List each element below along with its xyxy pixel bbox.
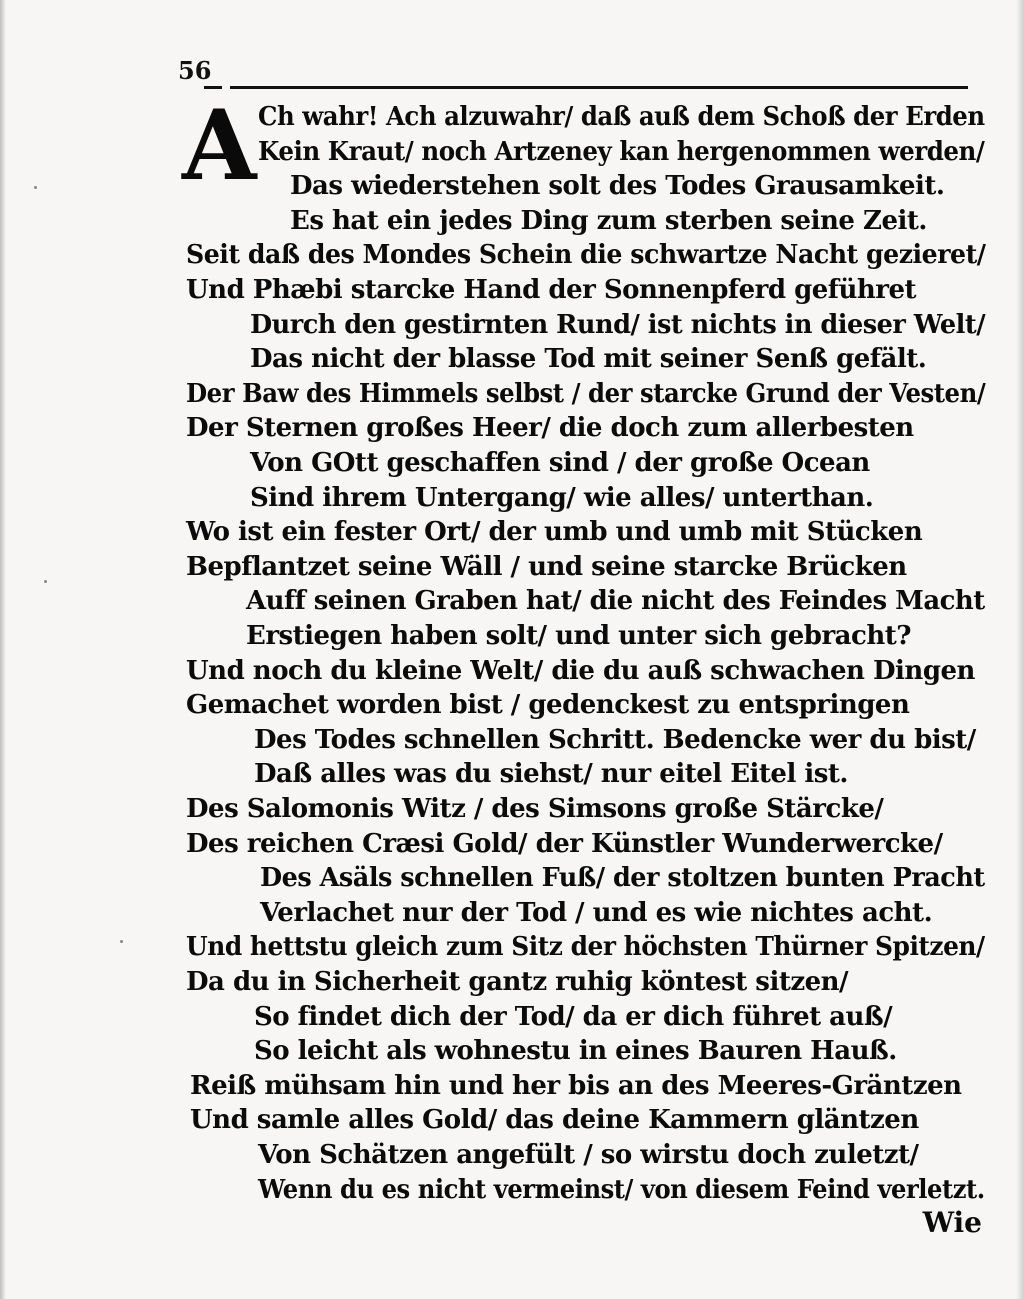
poem-line: Und hettstu gleich zum Sitz der höchsten Thürner Spitzen/ [186,932,985,963]
poem-line: Das wiederstehen solt des Todes Grausamkeit. [290,171,945,202]
poem-line: Durch den gestirnten Rund/ ist nichts in dieser Welt/ [250,309,986,340]
paper-speck [34,186,37,189]
poem-line: Und Phæbi starcke Hand der Sonnenpferd geführet [186,275,917,305]
header-rule [230,86,968,89]
page-header [178,56,968,96]
poem-line: Kein Kraut/ noch Artzeney kan hergenommen werden/ [258,136,985,167]
poem-line: Gemachet worden bist / gedenckest zu entspringen [186,690,910,721]
poem-line: Auff seinen Graben hat/ die nicht des Feindes Macht [246,586,985,617]
poem-line: Des Todes schnellen Schritt. Bedencke wer du bist/ [254,724,976,755]
poem-line: So findet dich der Tod/ da er dich führet auß/ [254,1001,893,1032]
poem-line: Bepflantzet seine Wäll / und seine starcke Brücken [186,551,907,582]
poem-line: Des Salomonis Witz / des Simsons große Stärcke/ [186,794,884,824]
paper-speck [44,580,47,583]
poem-line: Und samle alles Gold/ das deine Kammern gläntzen [190,1105,919,1136]
poem-line: Des reichen Cræsi Gold/ der Künstler Wunderwercke/ [186,828,943,859]
paper-speck [120,940,123,943]
poem-line: Reiß mühsam hin und her bis an des Meeres-Gräntzen [190,1070,962,1101]
page-number: 56 [178,56,212,85]
poem-line: Verlachet nur der Tod / und es wie nichtes acht. [260,897,933,928]
poem-line: Der Baw des Himmels selbst / der starcke Grund der Vesten/ [186,378,986,409]
catchword: Wie [922,1206,982,1239]
poem-line: Wenn du es nicht vermeinst/ von diesem Feind verletzt. [258,1174,985,1205]
poem-line: Da du in Sicherheit gantz ruhig köntest sitzen/ [186,967,849,997]
poem-line: Daß alles was du siehst/ nur eitel Eitel ist. [254,759,848,790]
poem-line: Das nicht der blasse Tod mit seiner Senß gefält. [250,344,927,375]
poem-line: Von Schätzen angefült / so wirstu doch zuletzt/ [258,1140,919,1170]
poem-line: Erstiegen haben solt/ und unter sich gebracht? [246,621,911,651]
poem-line: Seit daß des Mondes Schein die schwartze Nacht gezieret/ [186,240,986,271]
poem-line: Von GOtt geschaffen sind / der große Ocean [250,448,870,478]
poem-line: Ch wahr! Ach alzuwahr/ daß auß dem Schoß der Erden [258,102,985,132]
poem-line: So leicht als wohnestu in eines Bauren Hauß. [254,1036,897,1067]
poem-line: Der Sternen großes Heer/ die doch zum allerbesten [186,413,914,444]
poem-line: Es hat ein jedes Ding zum sterben seine Zeit. [290,205,927,236]
poem-line: Und noch du kleine Welt/ die du auß schwachen Dingen [186,655,975,686]
poem-line: Des Asäls schnellen Fuß/ der stoltzen bunten Pracht [260,863,985,894]
poem-line: Wo ist ein fester Ort/ der umb und umb mit Stücken [186,517,923,548]
poem-line: Sind ihrem Untergang/ wie alles/ unterthan. [250,482,874,513]
drop-cap: A [182,89,257,202]
